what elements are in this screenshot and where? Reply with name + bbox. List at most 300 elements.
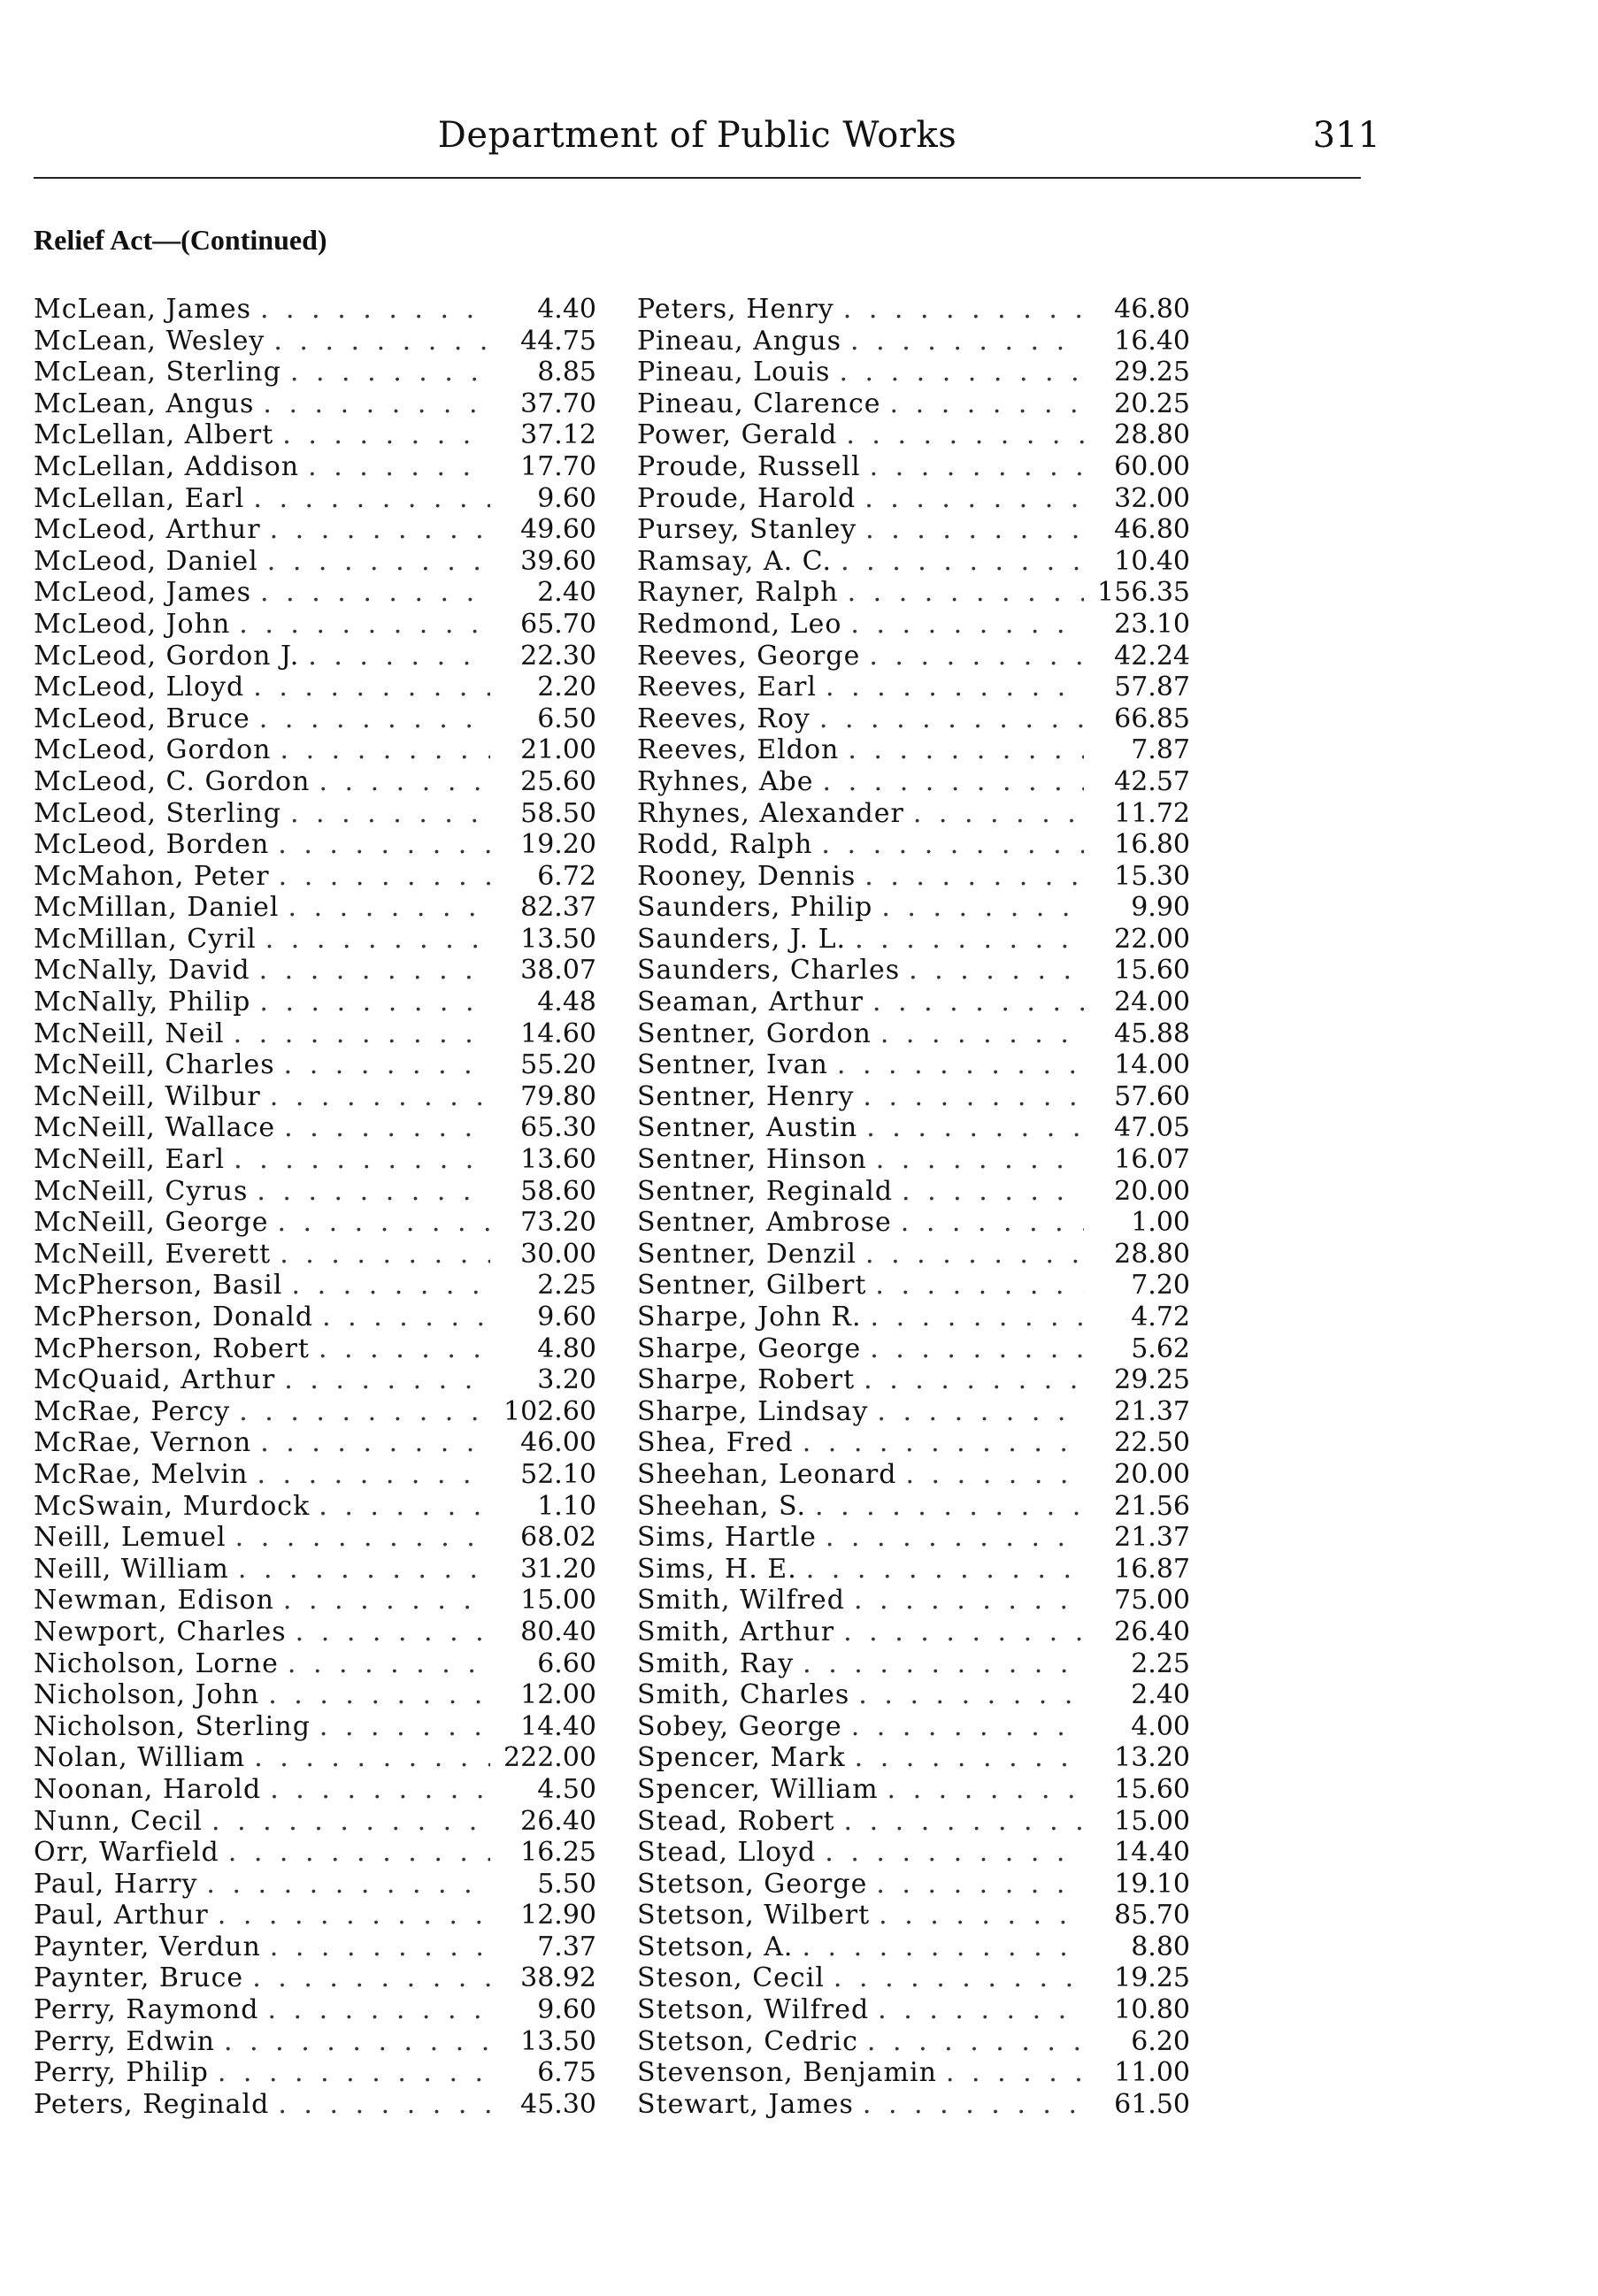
dot-leader	[206, 1869, 490, 1900]
dot-leader	[278, 829, 490, 860]
dot-leader	[825, 1837, 1084, 1868]
entry-name: Stetson, Wilbert	[637, 1900, 871, 1931]
list-item	[34, 1176, 596, 1208]
entry-amount: 37.12	[520, 419, 596, 451]
list-item	[34, 1396, 596, 1428]
dot-leader	[238, 1554, 490, 1585]
entry-amount: 60.00	[1114, 450, 1190, 482]
entry-name: Redmond, Leo	[637, 608, 842, 640]
list-item	[34, 1491, 596, 1523]
list-item	[34, 1806, 596, 1838]
entry-name: Sentner, Austin	[637, 1112, 858, 1144]
dot-leader	[234, 1018, 490, 1049]
dot-leader	[877, 1396, 1084, 1427]
entry-name: McLeod, James	[34, 577, 252, 609]
entry-amount: 16.80	[1114, 829, 1190, 861]
entry-name: McPherson, Basil	[34, 1270, 283, 1302]
entry-name: Sobey, George	[637, 1710, 842, 1742]
entry-name: McLean, James	[34, 294, 251, 325]
list-item	[637, 703, 1190, 735]
dot-leader	[268, 1679, 490, 1710]
list-item	[34, 1869, 596, 1901]
dot-leader	[848, 577, 1084, 608]
entry-name: McRae, Melvin	[34, 1458, 249, 1490]
dot-leader	[815, 1491, 1084, 1522]
entry-name: Orr, Warfield	[34, 1837, 219, 1869]
entry-name: McMillan, Daniel	[34, 892, 280, 924]
list-item	[34, 609, 596, 641]
entry-amount: 2.40	[1131, 1679, 1190, 1711]
dot-leader	[319, 1491, 490, 1522]
dot-leader	[283, 1585, 490, 1616]
list-item	[637, 357, 1190, 388]
entry-name: McLeod, Borden	[34, 829, 270, 861]
entry-name: Saunders, Charles	[637, 955, 901, 987]
dot-leader	[803, 1427, 1084, 1458]
entry-amount: 68.02	[520, 1522, 596, 1554]
entry-name: McMahon, Peter	[34, 860, 270, 892]
list-item	[34, 1144, 596, 1176]
entry-amount: 14.00	[1114, 1049, 1190, 1081]
dot-leader	[290, 798, 490, 829]
dot-leader	[278, 2089, 490, 2120]
entry-amount: 17.70	[520, 450, 596, 482]
list-item	[637, 294, 1190, 326]
dot-leader	[260, 1427, 490, 1458]
list-item	[637, 1302, 1190, 1333]
entry-name: McNeill, Neil	[34, 1017, 225, 1049]
dot-leader	[887, 1774, 1084, 1805]
dot-leader	[218, 2057, 490, 2088]
right-column	[637, 294, 1190, 2120]
entry-amount: 1.10	[537, 1490, 596, 1522]
entry-name: Pineau, Clarence	[637, 388, 881, 419]
list-item	[637, 1554, 1190, 1586]
entry-name: Rayner, Ralph	[637, 577, 839, 609]
entry-amount: 49.60	[520, 514, 596, 546]
entry-name: Sentner, Gilbert	[637, 1270, 867, 1302]
list-item	[34, 1837, 596, 1869]
entry-name: Noonan, Harold	[34, 1773, 262, 1805]
entry-amount: 13.50	[520, 923, 596, 955]
list-item	[34, 1522, 596, 1554]
entry-amount: 28.80	[1114, 1238, 1190, 1270]
list-item	[637, 1176, 1190, 1208]
dot-leader	[263, 388, 490, 419]
list-item	[34, 546, 596, 578]
entry-amount: 10.40	[1114, 545, 1190, 577]
list-item	[637, 1239, 1190, 1271]
entry-name: Sheehan, S.	[637, 1490, 806, 1522]
entry-name: McNeill, Earl	[34, 1144, 226, 1176]
dot-leader	[279, 861, 490, 892]
list-item	[637, 1931, 1190, 1963]
dot-leader	[806, 1554, 1084, 1585]
list-item	[34, 955, 596, 987]
entry-name: Pineau, Louis	[637, 357, 831, 388]
entry-amount: 22.30	[520, 640, 596, 672]
dot-leader	[239, 1396, 490, 1427]
entry-name: Sheehan, Leonard	[637, 1458, 897, 1490]
left-column	[34, 294, 596, 2120]
list-item	[34, 672, 596, 703]
entry-name: Sharpe, Robert	[637, 1364, 856, 1396]
dot-leader	[273, 326, 490, 357]
entry-amount: 16.40	[1114, 325, 1190, 357]
entry-amount: 19.20	[520, 829, 596, 861]
entry-amount: 29.25	[1114, 1364, 1190, 1396]
entry-name: Ryhnes, Abe	[637, 765, 814, 797]
list-item	[34, 577, 596, 609]
entry-name: Saunders, Philip	[637, 892, 873, 924]
dot-leader	[837, 1049, 1084, 1080]
entry-amount: 222.00	[503, 1742, 596, 1774]
entry-name: Sims, Hartle	[637, 1522, 817, 1554]
entry-name: Nicholson, Lorne	[34, 1647, 279, 1679]
entry-amount: 31.20	[520, 1553, 596, 1585]
dot-leader	[259, 703, 490, 734]
list-item	[637, 546, 1190, 578]
dot-leader	[865, 514, 1084, 545]
list-item	[34, 483, 596, 515]
list-item	[34, 326, 596, 357]
entry-amount: 13.20	[1114, 1742, 1190, 1774]
entry-name: Paynter, Verdun	[34, 1931, 261, 1962]
entry-name: McLean, Angus	[34, 388, 255, 419]
list-item	[34, 1364, 596, 1396]
list-item	[34, 1554, 596, 1586]
entry-name: Sentner, Reginald	[637, 1175, 894, 1207]
dot-leader	[843, 1616, 1084, 1647]
entry-amount: 57.60	[1114, 1080, 1190, 1112]
entry-amount: 13.60	[520, 1144, 596, 1176]
entry-amount: 9.60	[537, 482, 596, 514]
entry-amount: 5.50	[537, 1868, 596, 1900]
entry-amount: 58.60	[520, 1175, 596, 1207]
entry-amount: 2.25	[537, 1270, 596, 1302]
entry-amount: 16.25	[520, 1837, 596, 1869]
list-item	[637, 1806, 1190, 1838]
entry-name: Sharpe, John R.	[637, 1302, 862, 1332]
list-item	[637, 1994, 1190, 2026]
list-item	[637, 483, 1190, 515]
entry-name: Steson, Cecil	[637, 1962, 825, 1994]
list-item	[637, 609, 1190, 641]
list-item	[34, 1049, 596, 1081]
list-item	[34, 1427, 596, 1459]
list-item	[637, 766, 1190, 798]
dot-leader	[901, 1207, 1084, 1238]
entry-amount: 46.80	[1114, 514, 1190, 546]
dot-leader	[280, 1239, 490, 1270]
dot-leader	[803, 1648, 1084, 1679]
entry-amount: 4.00	[1131, 1710, 1190, 1742]
entry-amount: 6.72	[537, 860, 596, 892]
entry-amount: 22.50	[1114, 1427, 1190, 1459]
entry-amount: 14.60	[520, 1017, 596, 1049]
entry-amount: 20.00	[1114, 1175, 1190, 1207]
entry-amount: 30.00	[520, 1238, 596, 1270]
entry-name: McLeod, Daniel	[34, 545, 258, 577]
entry-amount: 10.80	[1114, 1994, 1190, 2026]
dot-leader	[864, 861, 1084, 892]
dot-leader	[826, 672, 1084, 703]
entry-amount: 7.37	[537, 1931, 596, 1962]
list-item	[637, 1018, 1190, 1050]
entry-name: Nicholson, John	[34, 1679, 260, 1711]
entry-name: Smith, Ray	[637, 1647, 795, 1679]
entry-amount: 2.20	[537, 672, 596, 703]
entry-amount: 26.40	[1114, 1616, 1190, 1647]
entry-amount: 65.70	[520, 608, 596, 640]
entry-amount: 15.60	[1114, 955, 1190, 987]
list-item	[34, 1081, 596, 1113]
entry-amount: 80.40	[520, 1616, 596, 1647]
entry-name: McLeod, Gordon	[34, 734, 272, 766]
list-item	[637, 1742, 1190, 1774]
entry-amount: 45.30	[520, 2088, 596, 2120]
dot-leader	[308, 641, 490, 672]
list-item	[637, 1869, 1190, 1901]
entry-name: Nunn, Cecil	[34, 1805, 203, 1837]
dot-leader	[851, 1711, 1084, 1742]
entry-amount: 2.25	[1131, 1647, 1190, 1679]
entry-name: McLean, Sterling	[34, 357, 281, 388]
dot-leader	[826, 1522, 1084, 1553]
entry-name: McLeod, Bruce	[34, 703, 250, 734]
entry-amount: 2.40	[537, 577, 596, 609]
page-number: 311	[1312, 115, 1380, 156]
list-item	[34, 388, 596, 420]
entry-amount: 19.25	[1114, 1962, 1190, 1994]
entry-amount: 20.00	[1114, 1458, 1190, 1490]
entry-name: McNeill, Wallace	[34, 1112, 276, 1144]
entry-amount: 19.10	[1114, 1868, 1190, 1900]
entry-amount: 75.00	[1114, 1585, 1190, 1616]
entry-name: Pineau, Angus	[637, 325, 842, 357]
entry-amount: 9.60	[537, 1994, 596, 2026]
list-item	[637, 1207, 1190, 1239]
entry-name: Perry, Edwin	[34, 2025, 216, 2057]
entry-amount: 6.75	[537, 2057, 596, 2089]
dot-leader	[821, 829, 1084, 860]
list-item	[34, 514, 596, 546]
entry-name: McPherson, Robert	[34, 1332, 310, 1364]
list-item	[637, 1711, 1190, 1743]
entry-name: Sentner, Henry	[637, 1080, 855, 1112]
list-item	[34, 1931, 596, 1963]
entry-name: McRae, Percy	[34, 1395, 231, 1427]
entry-name: Rodd, Ralph	[637, 829, 813, 861]
entry-amount: 24.00	[1114, 987, 1190, 1018]
dot-leader	[875, 1270, 1084, 1301]
dot-leader	[846, 419, 1084, 450]
dot-leader	[319, 766, 490, 797]
entry-amount: 15.30	[1114, 860, 1190, 892]
entry-name: Paynter, Bruce	[34, 1962, 244, 1994]
entry-name: Reeves, Earl	[637, 672, 817, 703]
entry-name: Reeves, Roy	[637, 703, 811, 734]
entry-name: Sharpe, George	[637, 1332, 862, 1364]
entry-amount: 4.72	[1131, 1302, 1190, 1332]
list-item	[34, 1900, 596, 1931]
entry-name: McMillan, Cyril	[34, 923, 257, 955]
dot-leader	[259, 987, 490, 1017]
entry-name: McNally, David	[34, 955, 250, 987]
dot-leader	[946, 2057, 1084, 2088]
entry-amount: 29.25	[1114, 357, 1190, 388]
entry-name: Sentner, Ivan	[637, 1049, 828, 1081]
entry-name: Spencer, William	[637, 1773, 879, 1805]
entry-name: Nicholson, Sterling	[34, 1710, 311, 1742]
list-item	[34, 987, 596, 1018]
list-item	[34, 1112, 596, 1144]
entry-amount: 46.00	[520, 1427, 596, 1459]
entry-amount: 8.80	[1131, 1931, 1190, 1962]
list-item	[637, 1364, 1190, 1396]
list-item	[34, 829, 596, 861]
entry-amount: 12.00	[520, 1679, 596, 1711]
list-item	[34, 451, 596, 483]
entry-name: Stetson, A.	[637, 1931, 794, 1962]
entry-name: McNeill, Charles	[34, 1049, 275, 1081]
list-item	[34, 1711, 596, 1743]
dot-leader	[253, 483, 490, 514]
dot-leader	[880, 1018, 1084, 1049]
entry-name: Smith, Arthur	[637, 1616, 835, 1647]
entry-amount: 58.50	[520, 797, 596, 829]
entry-name: Stetson, Wilfred	[637, 1994, 870, 2026]
list-item	[34, 2057, 596, 2089]
dot-leader	[308, 451, 490, 482]
list-item	[34, 1962, 596, 1994]
entry-amount: 23.10	[1114, 608, 1190, 640]
dot-leader	[260, 577, 490, 608]
entry-name: Sentner, Denzil	[637, 1238, 857, 1270]
entry-amount: 21.37	[1114, 1522, 1190, 1554]
list-item	[637, 734, 1190, 766]
list-item	[637, 1049, 1190, 1081]
list-item	[637, 1427, 1190, 1459]
entry-name: Power, Gerald	[637, 419, 838, 451]
list-item	[34, 641, 596, 672]
list-item	[34, 1774, 596, 1806]
dot-leader	[270, 514, 490, 545]
entry-amount: 73.20	[520, 1207, 596, 1239]
entry-amount: 4.48	[537, 987, 596, 1018]
entry-amount: 32.00	[1114, 482, 1190, 514]
list-item	[34, 924, 596, 956]
entry-amount: 9.60	[537, 1302, 596, 1332]
entry-name: Stead, Lloyd	[637, 1837, 817, 1869]
dot-leader	[296, 1616, 490, 1647]
entry-amount: 39.60	[520, 545, 596, 577]
entry-amount: 14.40	[1114, 1837, 1190, 1869]
list-item	[637, 1774, 1190, 1806]
list-item	[34, 1648, 596, 1680]
entry-amount: 55.20	[520, 1049, 596, 1081]
list-item	[637, 1648, 1190, 1680]
entry-amount: 61.50	[1114, 2088, 1190, 2120]
entry-name: Perry, Raymond	[34, 1994, 259, 2026]
entry-name: McLeod, Arthur	[34, 514, 261, 546]
entry-amount: 28.80	[1114, 419, 1190, 451]
dot-leader	[879, 1900, 1084, 1931]
list-item	[34, 357, 596, 388]
dot-leader	[866, 1112, 1084, 1143]
dot-leader	[270, 1774, 490, 1805]
list-item	[34, 2026, 596, 2058]
dot-leader	[252, 1962, 490, 1993]
dot-leader	[865, 1239, 1084, 1270]
list-item	[637, 1112, 1190, 1144]
dot-leader	[858, 1679, 1084, 1710]
list-item	[637, 798, 1190, 830]
list-item	[34, 1239, 596, 1271]
entry-name: Stewart, James	[637, 2088, 854, 2120]
dot-leader	[850, 326, 1084, 357]
entry-name: Nolan, William	[34, 1742, 246, 1774]
entry-amount: 8.85	[537, 357, 596, 388]
dot-leader	[843, 294, 1084, 325]
dot-leader	[839, 357, 1084, 388]
entry-amount: 5.62	[1131, 1332, 1190, 1364]
entry-amount: 25.60	[520, 765, 596, 797]
list-item	[637, 1491, 1190, 1523]
list-item	[637, 987, 1190, 1018]
entry-name: Proude, Harold	[637, 482, 857, 514]
entry-amount: 44.75	[520, 325, 596, 357]
list-item	[637, 514, 1190, 546]
entry-name: Reeves, George	[637, 640, 861, 672]
entry-name: McLean, Wesley	[34, 325, 265, 357]
list-item	[637, 1081, 1190, 1113]
list-item	[637, 861, 1190, 893]
list-item	[34, 1302, 596, 1333]
entry-name: Spencer, Mark	[637, 1742, 846, 1774]
dot-leader	[267, 546, 490, 577]
dot-leader	[848, 734, 1084, 765]
entry-name: Perry, Philip	[34, 2057, 209, 2089]
dot-leader	[905, 1459, 1084, 1490]
dot-leader	[870, 1333, 1084, 1364]
entry-amount: 16.07	[1114, 1144, 1190, 1176]
entry-amount: 21.37	[1114, 1395, 1190, 1427]
dot-leader	[913, 798, 1084, 829]
entry-name: Paul, Harry	[34, 1868, 198, 1900]
entry-amount: 47.05	[1114, 1112, 1190, 1144]
entry-name: Peters, Henry	[637, 294, 834, 325]
entry-name: McLellan, Addison	[34, 450, 300, 482]
entry-name: Ramsay, A. C.	[637, 545, 833, 577]
entry-name: Reeves, Eldon	[637, 734, 840, 766]
dot-leader	[854, 1585, 1084, 1616]
dot-leader	[257, 1459, 490, 1490]
entry-amount: 22.00	[1114, 923, 1190, 955]
entry-amount: 15.00	[520, 1585, 596, 1616]
dot-leader	[288, 1648, 490, 1679]
list-item	[637, 1270, 1190, 1302]
list-item	[34, 703, 596, 735]
dot-leader	[881, 892, 1084, 923]
entry-name: McNeill, Everett	[34, 1238, 272, 1270]
dot-leader	[867, 2026, 1084, 2057]
list-item	[34, 1679, 596, 1711]
entry-name: Sharpe, Lindsay	[637, 1395, 869, 1427]
entry-name: Shea, Fred	[637, 1427, 794, 1459]
page-title: Department of Public Works	[437, 115, 957, 156]
list-item	[34, 1333, 596, 1365]
